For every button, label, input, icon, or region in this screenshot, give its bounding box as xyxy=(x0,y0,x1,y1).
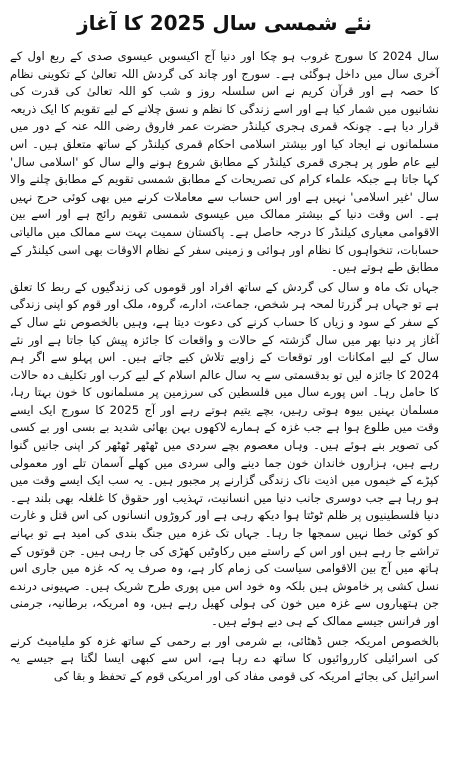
article-paragraph-1: سال 2024 کا سورج غروب ہو چکا اور دنیا آج اکیسویں عیسوی صدی کے ربع اول کے آخری سال میں داخل ہوگئی ہے۔ سورج اور چاند کی گردش اللہ تعالیٰ کے تکوینی نظام کا حصہ ہے اور قرآن کریم نے اس سلسلہ روز و شب کو اللہ تعالیٰ کی قدرت کی نشانیوں میں شمار کیا ہے اور اسے زندگی کا نظم و نسق چلانے کے لیے تقویم کا ایک ذریعہ قرار دیا ہے۔ چونکہ قمری ہجری کیلنڈر حضرت عمر فاروق رضی اللہ عنہ کے دور میں مسلمانوں نے ایجاد کیا اور بیشتر اسلامی احکام قمری کیلنڈر کے ساتھ متعلق ہیں۔ اس لیے عام طور پر ہجری قمری کیلنڈر کے مطابق شروع ہونے والے سال کو 'اسلامی سال' کہا جاتا ہے جبکہ علماء کرام کی تصریحات کے مطابق شمسی تقویم کے مطابق چلنے والا سال 'غیر اسلامی' نہیں ہے اور اس حساب سے معاملات کرنے میں بھی کوئی حرج نہیں ہے۔ اس وقت دنیا کے بیشتر ممالک میں عیسوی شمسی تقویم رائج ہے اور اسے بین الاقوامی معیاری کیلنڈر کا درجہ حاصل ہے۔ پاکستان سمیت بہت سے ممالک میں مالیاتی حسابات، تنخواہوں کا نظام اور ہوائی و زمینی سفر کے نظام الاوقات بھی اسی کیلنڈر کے مطابق طے ہوتے ہیں۔ xyxy=(10,49,439,275)
article-body xyxy=(10,48,439,685)
article-paragraph-3: بالخصوص امریکہ جس ڈھٹائی، بے شرمی اور بے رحمی کے ساتھ غزہ کو ملیامیٹ کرنے کی اسرائیلی کارروائیوں کا ساتھ دے رہا ہے، اس سے کبھی ایسا لگتا ہے جیسے یہ اسرائیل کی بجائے امریکہ کی قومی مفاد کی اور امریکی قوم کے تحفظ و بقا کی xyxy=(10,633,439,683)
article-title: نئے شمسی سال 2025 کا آغاز xyxy=(77,11,372,35)
article-paragraph-2: جہاں تک ماہ و سال کی گردش کے ساتھ افراد اور قوموں کی زندگیوں کے ربط کا تعلق ہے تو جہاں ہر گزرتا لمحہ ہر شخص، جماعت، ادارے، گروہ، ملک اور قوم کو اپنی زندگی کے سفر کے سود و زیاں کا حساب کرنے کی دعوت دیتا ہے، وہیں بالخصوص نئے سال کے آغاز پر دنیا بھر میں سال گزشتہ کے حالات و واقعات کا جائزہ پیش کیا جاتا ہے اور نئے سال کے لیے امکانات اور توقعات کے زاویے تلاش کیے جاتے ہیں۔ اس پہلو سے اگر ہم 2024 کا جائزہ لیں تو بدقسمتی سے یہ سال عالم اسلام کے لیے کرب اور تکلیف دہ حالات کا حامل رہا۔ اس پورے سال میں فلسطین کی سرزمین پر مسلمانوں کا خون بہتا رہا، مسلمان بہنیں بیوہ ہوتی رہیں، بچے یتیم ہوتے رہے اور آج 2025 کا سورج ایک ایسے وقت میں طلوع ہوا ہے جب غزہ کے ہمارے لاکھوں بہن بھائی شدید بے بسی اور بے کسی کی تصویر بنے ہوئے ہیں۔ وہاں معصوم بچے سردی میں ٹھٹھر ٹھٹھر کر اپنی جانیں گنوا رہے ہیں، ہزاروں خاندان خون جما دینے والی سردی میں کھلے آسمان تلے اور معمولی کپڑے کے خیموں میں اذیت ناک زندگی گزارنے پر مجبور ہیں۔ یہ سب ایک ایسے وقت میں ہو رہا ہے جب دوسری جانب دنیا میں انسانیت، تہذیب اور حقوق کا غلغلہ بھی بلند ہے۔ دنیا فلسطینیوں پر ظلم ٹوٹتا ہوا دیکھ رہی ہے اور کروڑوں انسانوں کی اس قتل و غارت کو کوئی خطا نہیں سمجھا جا رہا۔ جہاں تک غزہ میں جنگ بندی کی امید ہے تو بہانے تراشے جا رہے ہیں اور اس کے راستے میں رکاوٹیں کھڑی کی جا رہی ہیں۔ جن قوتوں کے ہاتھ میں آج بین الاقوامی سیاست کی زمام کار ہے، وہ صرف یہ کہ غزہ میں جاری اس نسل کشی پر خاموش ہیں بلکہ وہ خود اس میں پوری طرح شریک ہیں۔ صہیونی درندے جن ہتھیاروں سے غزہ میں خون کی ہولی کھیل رہے ہیں، وہ امریکہ، برطانیہ، جرمنی اور فرانس جیسے ممالک کے ہی دیے ہوئے ہیں۔ xyxy=(10,279,439,628)
